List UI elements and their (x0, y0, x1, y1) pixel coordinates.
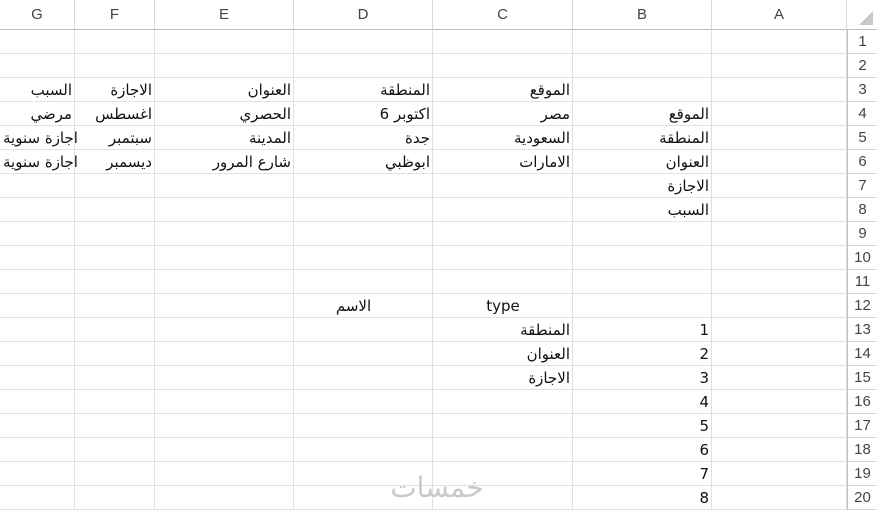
cell-E5[interactable]: المدينة (248, 129, 291, 147)
row-header-18[interactable]: 18 (847, 438, 877, 462)
cell-B18[interactable]: 6 (699, 441, 709, 459)
cell-C12[interactable]: type (486, 297, 520, 315)
cell-D4[interactable]: 6 اكتوبر (379, 105, 430, 123)
cell-G3[interactable]: السبب (30, 81, 72, 99)
row-header-11[interactable]: 11 (847, 270, 877, 294)
cell-F6[interactable]: ديسمبر (106, 153, 152, 171)
row-header-4[interactable]: 4 (847, 102, 877, 126)
cell-C14[interactable]: العنوان (526, 345, 570, 363)
grid-row-line (0, 389, 847, 390)
cell-F3[interactable]: الاجازة (110, 81, 152, 99)
cell-B5[interactable]: المنطقة (659, 129, 709, 147)
row-header-17[interactable]: 17 (847, 414, 877, 438)
cell-G4[interactable]: مرضي (30, 105, 72, 123)
row-header-12[interactable]: 12 (847, 294, 877, 318)
grid-row-line (0, 413, 847, 414)
row-header-3[interactable]: 3 (847, 78, 877, 102)
row-header-2[interactable]: 2 (847, 54, 877, 78)
row-header-7[interactable]: 7 (847, 174, 877, 198)
cell-F4[interactable]: اغسطس (95, 105, 152, 123)
select-all-triangle-icon (859, 11, 873, 25)
cell-B16[interactable]: 4 (699, 393, 709, 411)
cell-D6[interactable]: ابوظبي (384, 153, 430, 171)
cell-B7[interactable]: الاجازة (667, 177, 709, 195)
row-header-1[interactable]: 1 (847, 30, 877, 54)
cell-E3[interactable]: العنوان (247, 81, 291, 99)
row-header-6[interactable]: 6 (847, 150, 877, 174)
grid-row-line (0, 197, 847, 198)
row-header-13[interactable]: 13 (847, 318, 877, 342)
cell-C13[interactable]: المنطقة (520, 321, 570, 339)
cell-B19[interactable]: 7 (699, 465, 709, 483)
cell-C3[interactable]: الموقع (529, 81, 570, 99)
grid-row-line (0, 461, 847, 462)
cell-D5[interactable]: جدة (404, 129, 430, 147)
cell-G5[interactable]: اجازة سنوية (3, 129, 78, 147)
cell-C4[interactable]: مصر (540, 105, 570, 123)
grid-column-line (846, 30, 847, 510)
column-header-A[interactable]: A (712, 0, 847, 30)
column-header-F[interactable]: F (75, 0, 155, 30)
column-header-C[interactable]: C (433, 0, 573, 30)
column-header-B[interactable]: B (573, 0, 712, 30)
cell-E4[interactable]: الحصري (239, 105, 291, 123)
column-header-E[interactable]: E (155, 0, 294, 30)
grid-row-line (0, 221, 847, 222)
row-header-5[interactable]: 5 (847, 126, 877, 150)
cell-E6[interactable]: شارع المرور (212, 153, 291, 171)
cell-G6[interactable]: اجازة سنوية (3, 153, 78, 171)
grid-row-line (0, 437, 847, 438)
watermark-logo: خمسات (390, 471, 484, 504)
row-header-9[interactable]: 9 (847, 222, 877, 246)
cell-B4[interactable]: الموقع (668, 105, 709, 123)
column-header-G[interactable]: G (0, 0, 75, 30)
row-header-10[interactable]: 10 (847, 246, 877, 270)
row-header-16[interactable]: 16 (847, 390, 877, 414)
row-header-14[interactable]: 14 (847, 342, 877, 366)
cell-B13[interactable]: 1 (699, 321, 709, 339)
grid-row-line (0, 245, 847, 246)
cell-B17[interactable]: 5 (699, 417, 709, 435)
cell-B14[interactable]: 2 (699, 345, 709, 363)
grid-row-line (0, 365, 847, 366)
grid-row-line (0, 53, 847, 54)
cell-C5[interactable]: السعودية (513, 129, 570, 147)
grid-row-line (0, 293, 847, 294)
cell-B6[interactable]: العنوان (665, 153, 709, 171)
row-header-8[interactable]: 8 (847, 198, 877, 222)
grid-row-line (0, 317, 847, 318)
cell-C6[interactable]: الامارات (519, 153, 570, 171)
cell-B20[interactable]: 8 (699, 489, 709, 507)
cell-B15[interactable]: 3 (699, 369, 709, 387)
cell-D12[interactable]: الاسم (335, 297, 372, 315)
row-header-20[interactable]: 20 (847, 486, 877, 510)
row-header-19[interactable]: 19 (847, 462, 877, 486)
cell-B8[interactable]: السبب (667, 201, 709, 219)
select-all-corner[interactable] (847, 0, 877, 30)
row-header-15[interactable]: 15 (847, 366, 877, 390)
grid-row-line (0, 269, 847, 270)
cell-F5[interactable]: سبتمبر (108, 129, 152, 147)
cell-C15[interactable]: الاجازة (528, 369, 570, 387)
cell-D3[interactable]: المنطقة (380, 81, 430, 99)
column-header-D[interactable]: D (294, 0, 433, 30)
grid-row-line (0, 341, 847, 342)
